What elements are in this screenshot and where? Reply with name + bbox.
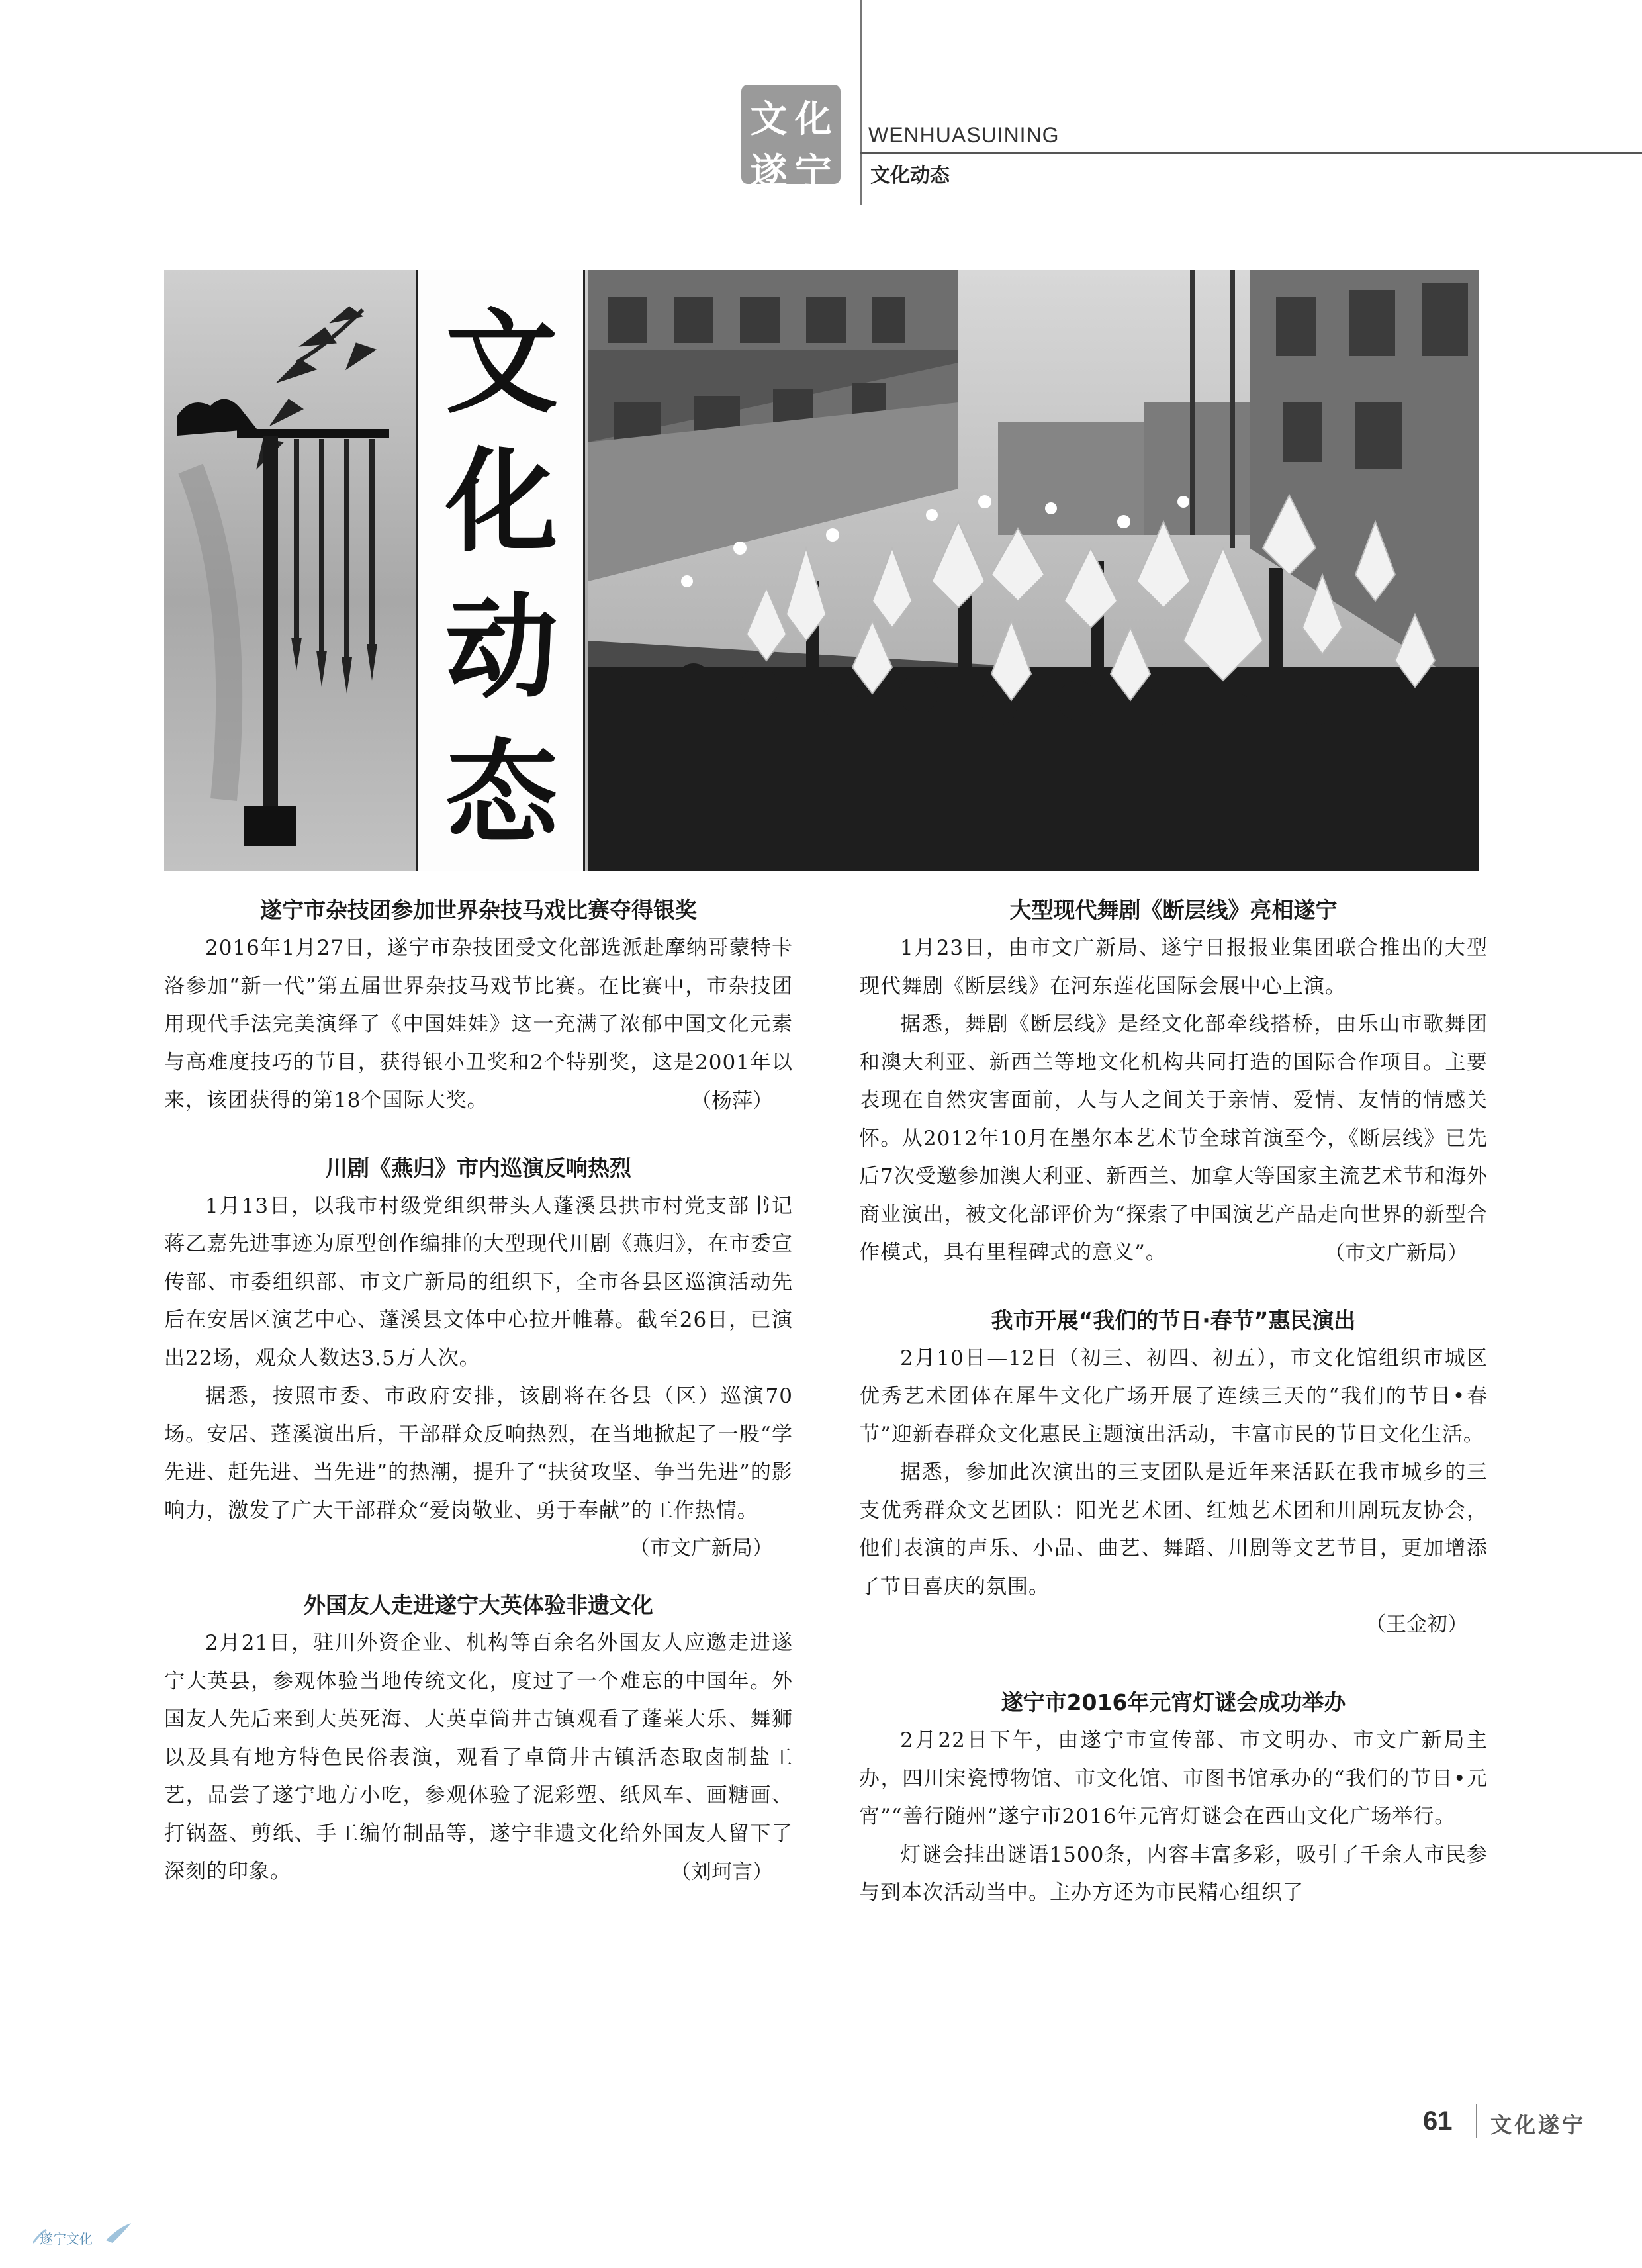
article-title: 遂宁市杂技团参加世界杂技马戏比赛夺得银奖 bbox=[260, 897, 697, 923]
article-title: 大型现代舞剧《断层线》亮相遂宁 bbox=[1009, 897, 1338, 923]
article-byline: （王金初） bbox=[1365, 1613, 1468, 1636]
header-divider-vertical bbox=[860, 0, 862, 205]
lantern-parade-photo bbox=[588, 270, 1479, 871]
left-column bbox=[164, 891, 793, 1891]
article-acrobatics-award bbox=[164, 891, 793, 1120]
article-paragraph: 2月21日，驻川外资企业、机构等百余名外国友人应邀走进遂宁大英县，参观体验当地传统文化，度过了一个难忘的中国年。外国友人先后来到大英死海、大英卓筒井古镇观看了蓬莱大乐、舞狮以及具有地方特色民俗表演，观看了卓筒井古镇活态取卤制盐工艺，品尝了遂宁地方小吃，参观体验了泥彩塑、纸风车、画糖画、打锅盔、剪纸、手工编竹制品等，遂宁非遗文化给外国友人留下了深刻的印象。 bbox=[164, 1631, 793, 1883]
article-sichuan-opera-tour bbox=[164, 1149, 793, 1568]
header-divider-horizontal bbox=[860, 152, 1642, 154]
article-byline: （市文广新局） bbox=[1324, 1241, 1468, 1265]
section-banner bbox=[164, 270, 1479, 871]
brand-name-en: WENHUASUINING bbox=[868, 123, 1060, 147]
article-paragraph: 2月22日下午，由遂宁市宣传部、市文明办、市文广新局主办，四川宋瓷博物馆、市文化馆、市图书馆承办的“我们的节日•元宵”“善行随州”遂宁市2016年元宵灯谜会在西山文化广场举行。 bbox=[859, 1728, 1488, 1828]
lantern-parade-image bbox=[588, 270, 1479, 871]
article-paragraph: 据悉，舞剧《断层线》是经文化部牵线搭桥，由乐山市歌舞团和澳大利亚、新西兰等地文化机构共同打造的国际合作项目。主要表现在自然灾害面前，人与人之间关于亲情、爱情、友情的情感关怀。从2012年10月在墨尔本艺术节全球首演至今，《断层线》已先后7次受邀参加澳大利亚、新西兰、加拿大等国家主流艺术节和海外商业演出，被文化部评价为“探索了中国演艺产品走向世界的新型合作模式，具有里程碑式的意义”。 bbox=[859, 1012, 1488, 1264]
article-dance-drama bbox=[859, 891, 1488, 1272]
article-byline: （杨萍） bbox=[691, 1088, 773, 1113]
article-title: 遂宁市2016年元宵灯谜会成功举办 bbox=[1001, 1689, 1346, 1715]
article-byline: （刘珂言） bbox=[670, 1860, 773, 1884]
banner-title-char: 动 bbox=[445, 581, 558, 714]
article-title: 外国友人走进遂宁大英体验非遗文化 bbox=[304, 1592, 653, 1618]
seal-char: 化 bbox=[794, 97, 832, 141]
banner-title-char: 文 bbox=[445, 296, 558, 429]
article-foreign-guests-heritage bbox=[164, 1586, 793, 1891]
seal-char: 遂 bbox=[750, 150, 788, 194]
article-byline: （市文广新局） bbox=[629, 1536, 773, 1560]
article-paragraph: 据悉，按照市委、市政府安排，该剧将在各县（区）巡演70场。安居、蓬溪演出后，干部群众反响热烈，在当地掀起了一股“学先进、赶先进、当先进”的热潮，提升了“扶贫攻坚、争当先进”的影响力，激发了广大干部群众“爱岗敬业、勇于奉献”的工作热情。 bbox=[164, 1384, 793, 1523]
article-lantern-riddle-fair bbox=[859, 1683, 1488, 1913]
article-paragraph: 2月10日—12日（初三、初四、初五），市文化馆组织市城区优秀艺术团体在犀牛文化广场开展了连续三天的“我们的节日•春节”迎新春群众文化惠民主题演出活动，丰富市民的节日文化生活。 bbox=[859, 1346, 1488, 1446]
right-column bbox=[859, 891, 1488, 1913]
footer-divider bbox=[1476, 2104, 1477, 2138]
footer-brand: 文化遂宁 bbox=[1490, 2112, 1586, 2138]
article-paragraph: 据悉，参加此次演出的三支团队是近年来活跃在我市城乡的三支优秀群众文艺团队：阳光艺术团、红烛艺术团和川剧玩友协会，他们表演的声乐、小品、曲艺、舞蹈、川剧等文艺节目，更加增添了节日喜庆的氛围。 bbox=[859, 1460, 1488, 1599]
article-paragraph: 1月13日，以我市村级党组织带头人蓬溪县拱市村党支部书记蒋乙嘉先进事迹为原型创作编排的大型现代川剧《燕归》，在市委宣传部、市委组织部、市文广新局的组织下，全市各县区巡演活动先后在安居区演艺中心、蓬溪县文体中心拉开帷幕。截至26日，已演出22场，观众人数达3.5万人次。 bbox=[164, 1194, 793, 1370]
banner-title-char: 化 bbox=[445, 435, 558, 568]
banner-title-char: 态 bbox=[445, 726, 558, 859]
article-paragraph: 2016年1月27日，遂宁市杂技团受文化部选派赴摩纳哥蒙特卡洛参加“新一代”第五届世界杂技马戏节比赛。在比赛中，市杂技团用现代手法完美演绎了《中国娃娃》这一充满了浓郁中国文化元素与高难度技巧的节目，获得银小丑奖和2个特别奖，这是2001年以来，该团获得的第18个国际大奖。 bbox=[164, 936, 793, 1112]
article-title: 川剧《燕归》市内巡演反响热烈 bbox=[326, 1155, 631, 1181]
page-number: 61 bbox=[1423, 2106, 1453, 2136]
article-spring-festival-show bbox=[859, 1301, 1488, 1644]
seal-char: 文 bbox=[750, 97, 788, 141]
watermark-text: 遂宁文化 bbox=[40, 2231, 93, 2247]
watermark-logo bbox=[40, 2228, 93, 2247]
brand-seal-logo bbox=[741, 85, 841, 194]
article-title: 我市开展“我们的节日·春节”惠民演出 bbox=[991, 1307, 1356, 1333]
article-paragraph: 灯谜会挂出谜语1500条，内容丰富多彩，吸引了千余人市民参与到本次活动当中。主办方还为市民精心组织了 bbox=[859, 1842, 1488, 1905]
article-paragraph: 1月23日，由市文广新局、遂宁日报报业集团联合推出的大型现代舞剧《断层线》在河东莲花国际会展中心上演。 bbox=[859, 936, 1488, 998]
seal-char: 宁 bbox=[794, 150, 832, 194]
section-label: 文化动态 bbox=[870, 164, 950, 187]
